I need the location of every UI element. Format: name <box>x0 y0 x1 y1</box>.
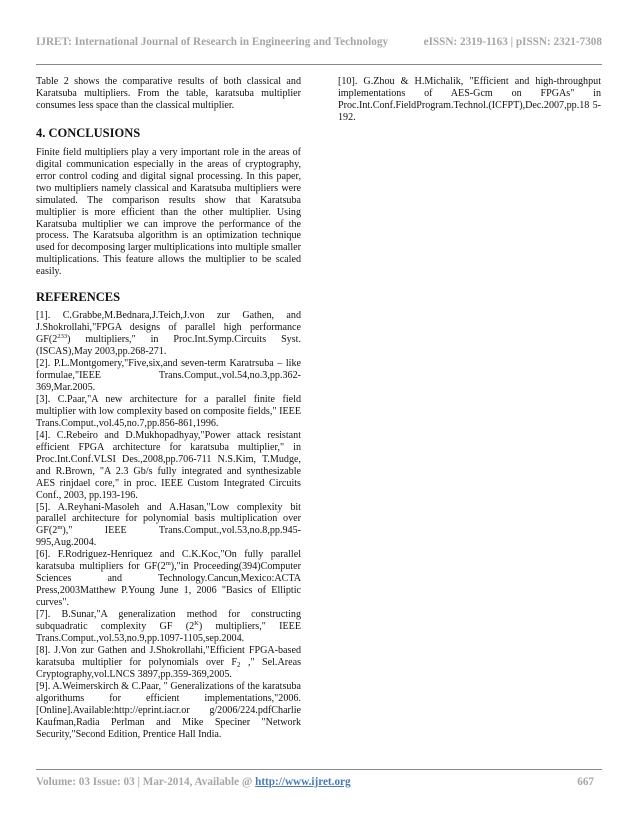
conclusions-heading: 4. CONCLUSIONS <box>36 125 141 140</box>
reference-4: [4]. C.Rebeiro and D.Mukhopadhyay,"Power attack resistant efficient FPGA architecture for karatsuba multiplier," in Proc.Int.Conf.VLSI Des.,2008,pp.706-711 N.S.Kim, T.Mudge, and R.Brown, "A 2.3 Gb/s fully integrated and synthesizable AES rinjdael core," in proc. IEEE Custom Integrated Circuits Conf., 2003, pp.193-196. <box>36 429 301 501</box>
reference-10: [10]. G.Zhou & H.Michalik, "Efficient and high-throughput implementations of AES-Gcm on FPGAs" in Proc.Int.Conf.FieldProgram.Technol.(ICFPT),Dec.2007,pp.18 5-192. <box>338 76 601 123</box>
intro-paragraph: Table 2 shows the comparative results of both classical and Karatsuba multipliers. From the table, karatsuba multiplier consumes less space than the classical multiplier. <box>36 76 301 111</box>
reference-5: [5]. A.Reyhani-Masoleh and A.Hasan,"Low complexity bit parallel architecture for polynomial basis multiplication over GF(2$^m$)," IEEE Trans.Comput.,vol.53,no.8,pp.945-995,Aug.2004. <box>36 501 301 549</box>
reference-1: [1]. C.Grabbe,M.Bednara,J.Teich,J.von zur Gathen, and J.Shokrollahi,"FPGA designs of parallel high performance $GF(2^{233})$ multipliers," in Proc.Int.Symp.Circuits Syst.(ISCAS),May 2003,pp.268-271. <box>36 310 301 358</box>
reference-9: [9]. A.Weimerskirch & C.Paar, " Generalizations of the karatsuba algorithums for efficient implementations,"2006.[Online].Available:http://eprint.iacr.or g/2006/224.pdfCharlie Kaufman,Radia Perlman and Mike Speciner "Network Security,"Second Edition, Prentice Hall India. <box>36 680 301 740</box>
reference-8: [8]. J.Von zur Gathen and J.Shokrollahi,"Efficient FPGA-based karatsuba multiplier for polynomials over $F_2$ ," Sel.Areas Cryptography,vol.LNCS 3897,pp.359-369,2005. <box>36 644 301 680</box>
reference-2: [2]. P.L.Montgomery,"Five,six,and seven-term Karatrsuba – like formulae,"IEEE Trans.Comput.,vol.54,no.3,pp.362-369,Mar.2005. <box>36 358 301 393</box>
header-rule <box>36 64 602 65</box>
reference-3: [3]. C.Paar,"A new architecture for a parallel finite field multiplier with low complexity based on composite fields," IEEE Trans.Comput.,vol.45,no.7,pp.856-861,1996. <box>36 393 301 429</box>
references-heading: REFERENCES <box>36 290 121 305</box>
left-column <box>36 76 301 741</box>
footer-rule <box>36 769 602 770</box>
page-footer <box>36 776 594 788</box>
issn: eISSN: 2319-1163 | pISSN: 2321-7308 <box>423 36 602 48</box>
right-column <box>338 76 601 124</box>
page-number: 667 <box>577 776 594 788</box>
journal-title: IJRET: International Journal of Research in Engineering and Technology <box>36 36 389 48</box>
reference-6: [6]. F.Rodriguez-Henriquez and C.K.Koc,"On fully parallel karatsuba multipliers for GF(2$^m$),"in Proceeding(394)Computer Sciences and Technology.Cancun,Mexico:ACTA Press,2003Matthew P.Young June 1, 2006 "Basics of Elliptic curves". <box>36 549 301 609</box>
page-header <box>36 36 602 48</box>
footer-volume: Volume: 03 Issue: 03 | Mar-2014, Available @ http://www.ijret.org <box>36 776 351 788</box>
reference-7: [7]. B.Sunar,"A generalization method for constructing subquadratic complexity GF $(2^K)$ multipliers," IEEE Trans.Comput.,vol.53,no.9,pp.1097-1105,sep.2004. <box>36 609 301 644</box>
conclusions-paragraph: Finite field multipliers play a very important role in the areas of digital communication especially in the areas of cryptography, error control coding and digital signal processing. In this paper, two multipliers namely classical and Karatsuba multipliers were simulated. The comparison results show that Karatsuba multiplier is more efficient than the other multiplier. Using Karatsuba multiplier we can improve the performance of the process. The Karatsuba algorithm is an optimization technique used for decomposing larger multiplications into multiple smaller multiplications. This feature allows the multiplier to be scaled easily. <box>36 146 301 278</box>
journal-link[interactable]: http://www.ijret.org <box>255 776 351 788</box>
